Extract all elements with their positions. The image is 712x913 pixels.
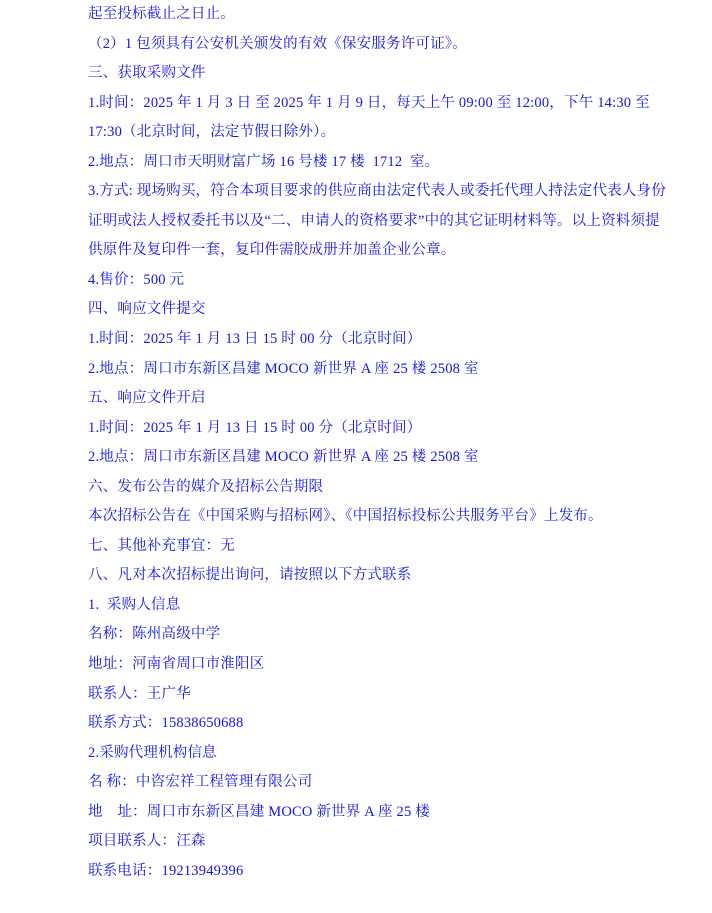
text-purchaser-address: 地址：河南省周口市淮阳区: [88, 656, 265, 673]
heading-section-4-response-submission: 四、响应文件提交: [88, 301, 206, 318]
text-obtain-location: 2.地点：周口市天明财富广场 16 号楼 17 楼 1712 室。: [88, 153, 440, 170]
text-submission-time: 1.时间：2025 年 1 月 13 日 15 时 00 分（北京时间）: [88, 331, 422, 348]
text-agency-contact-phone: 联系电话：19213949396: [88, 862, 244, 879]
text-announcement-platforms: 本次招标公告在《中国采购与招标网》、《中国招标投标公共服务平台》上发布。: [88, 508, 603, 525]
text-document-price: 4.售价：500 元: [88, 271, 185, 288]
text-purchaser-name: 名称：陈州高级中学: [88, 626, 221, 643]
text-obtain-time-line-2: 17:30（北京时间，法定节假日除外）。: [88, 124, 336, 141]
text-clause-security-license: （2）1 包须具有公安机关颁发的有效《保安服务许可证》。: [88, 35, 467, 52]
text-bid-period-end: 起至投标截止之日止。: [88, 6, 235, 22]
text-purchaser-info-title: 1. 采购人信息: [88, 596, 181, 613]
text-purchaser-contact-phone: 联系方式：15838650688: [88, 715, 244, 732]
text-opening-location: 2.地点：周口市东新区昌建 MOCO 新世界 A 座 25 楼 2508 室: [88, 449, 479, 466]
text-agency-contact-person: 项目联系人：汪森: [88, 833, 206, 850]
text-submission-location: 2.地点：周口市东新区昌建 MOCO 新世界 A 座 25 楼 2508 室: [88, 360, 479, 377]
text-agency-info-title: 2.采购代理机构信息: [88, 744, 217, 761]
text-obtain-method-line-2: 证明或法人授权委托书以及“二、申请人的资格要求”中的其它证明材料等。以上资料须提: [88, 212, 660, 229]
text-opening-time: 1.时间：2025 年 1 月 13 日 15 时 00 分（北京时间）: [88, 419, 422, 436]
text-agency-address: 地 址：周口市东新区昌建 MOCO 新世界 A 座 25 楼: [88, 803, 430, 820]
text-obtain-method-line-1: 3.方式: 现场购买，符合本项目要求的供应商由法定代表人或委托代理人持法定代表人身份: [88, 183, 666, 200]
text-agency-name: 名 称：中咨宏祥工程管理有限公司: [88, 774, 313, 791]
heading-section-6-announcement-media: 六、发布公告的媒介及招标公告期限: [88, 478, 324, 495]
text-obtain-method-line-3: 供原件及复印件一套，复印件需胶成册并加盖企业公章。: [88, 242, 456, 259]
heading-section-8-contact: 八、凡对本次招标提出询问，请按照以下方式联系: [88, 567, 412, 584]
heading-section-3-obtain-documents: 三、获取采购文件: [88, 65, 206, 82]
heading-section-5-response-opening: 五、响应文件开启: [88, 390, 206, 407]
document-page: [88, 0, 666, 886]
text-obtain-time-line-1: 1.时间：2025 年 1 月 3 日 至 2025 年 1 月 9 日，每天上午 09:00 至 12:00，下午 14:30 至: [88, 94, 650, 111]
heading-section-7-other-matters: 七、其他补充事宜：无: [88, 537, 235, 554]
text-purchaser-contact-person: 联系人：王广华: [88, 685, 191, 702]
